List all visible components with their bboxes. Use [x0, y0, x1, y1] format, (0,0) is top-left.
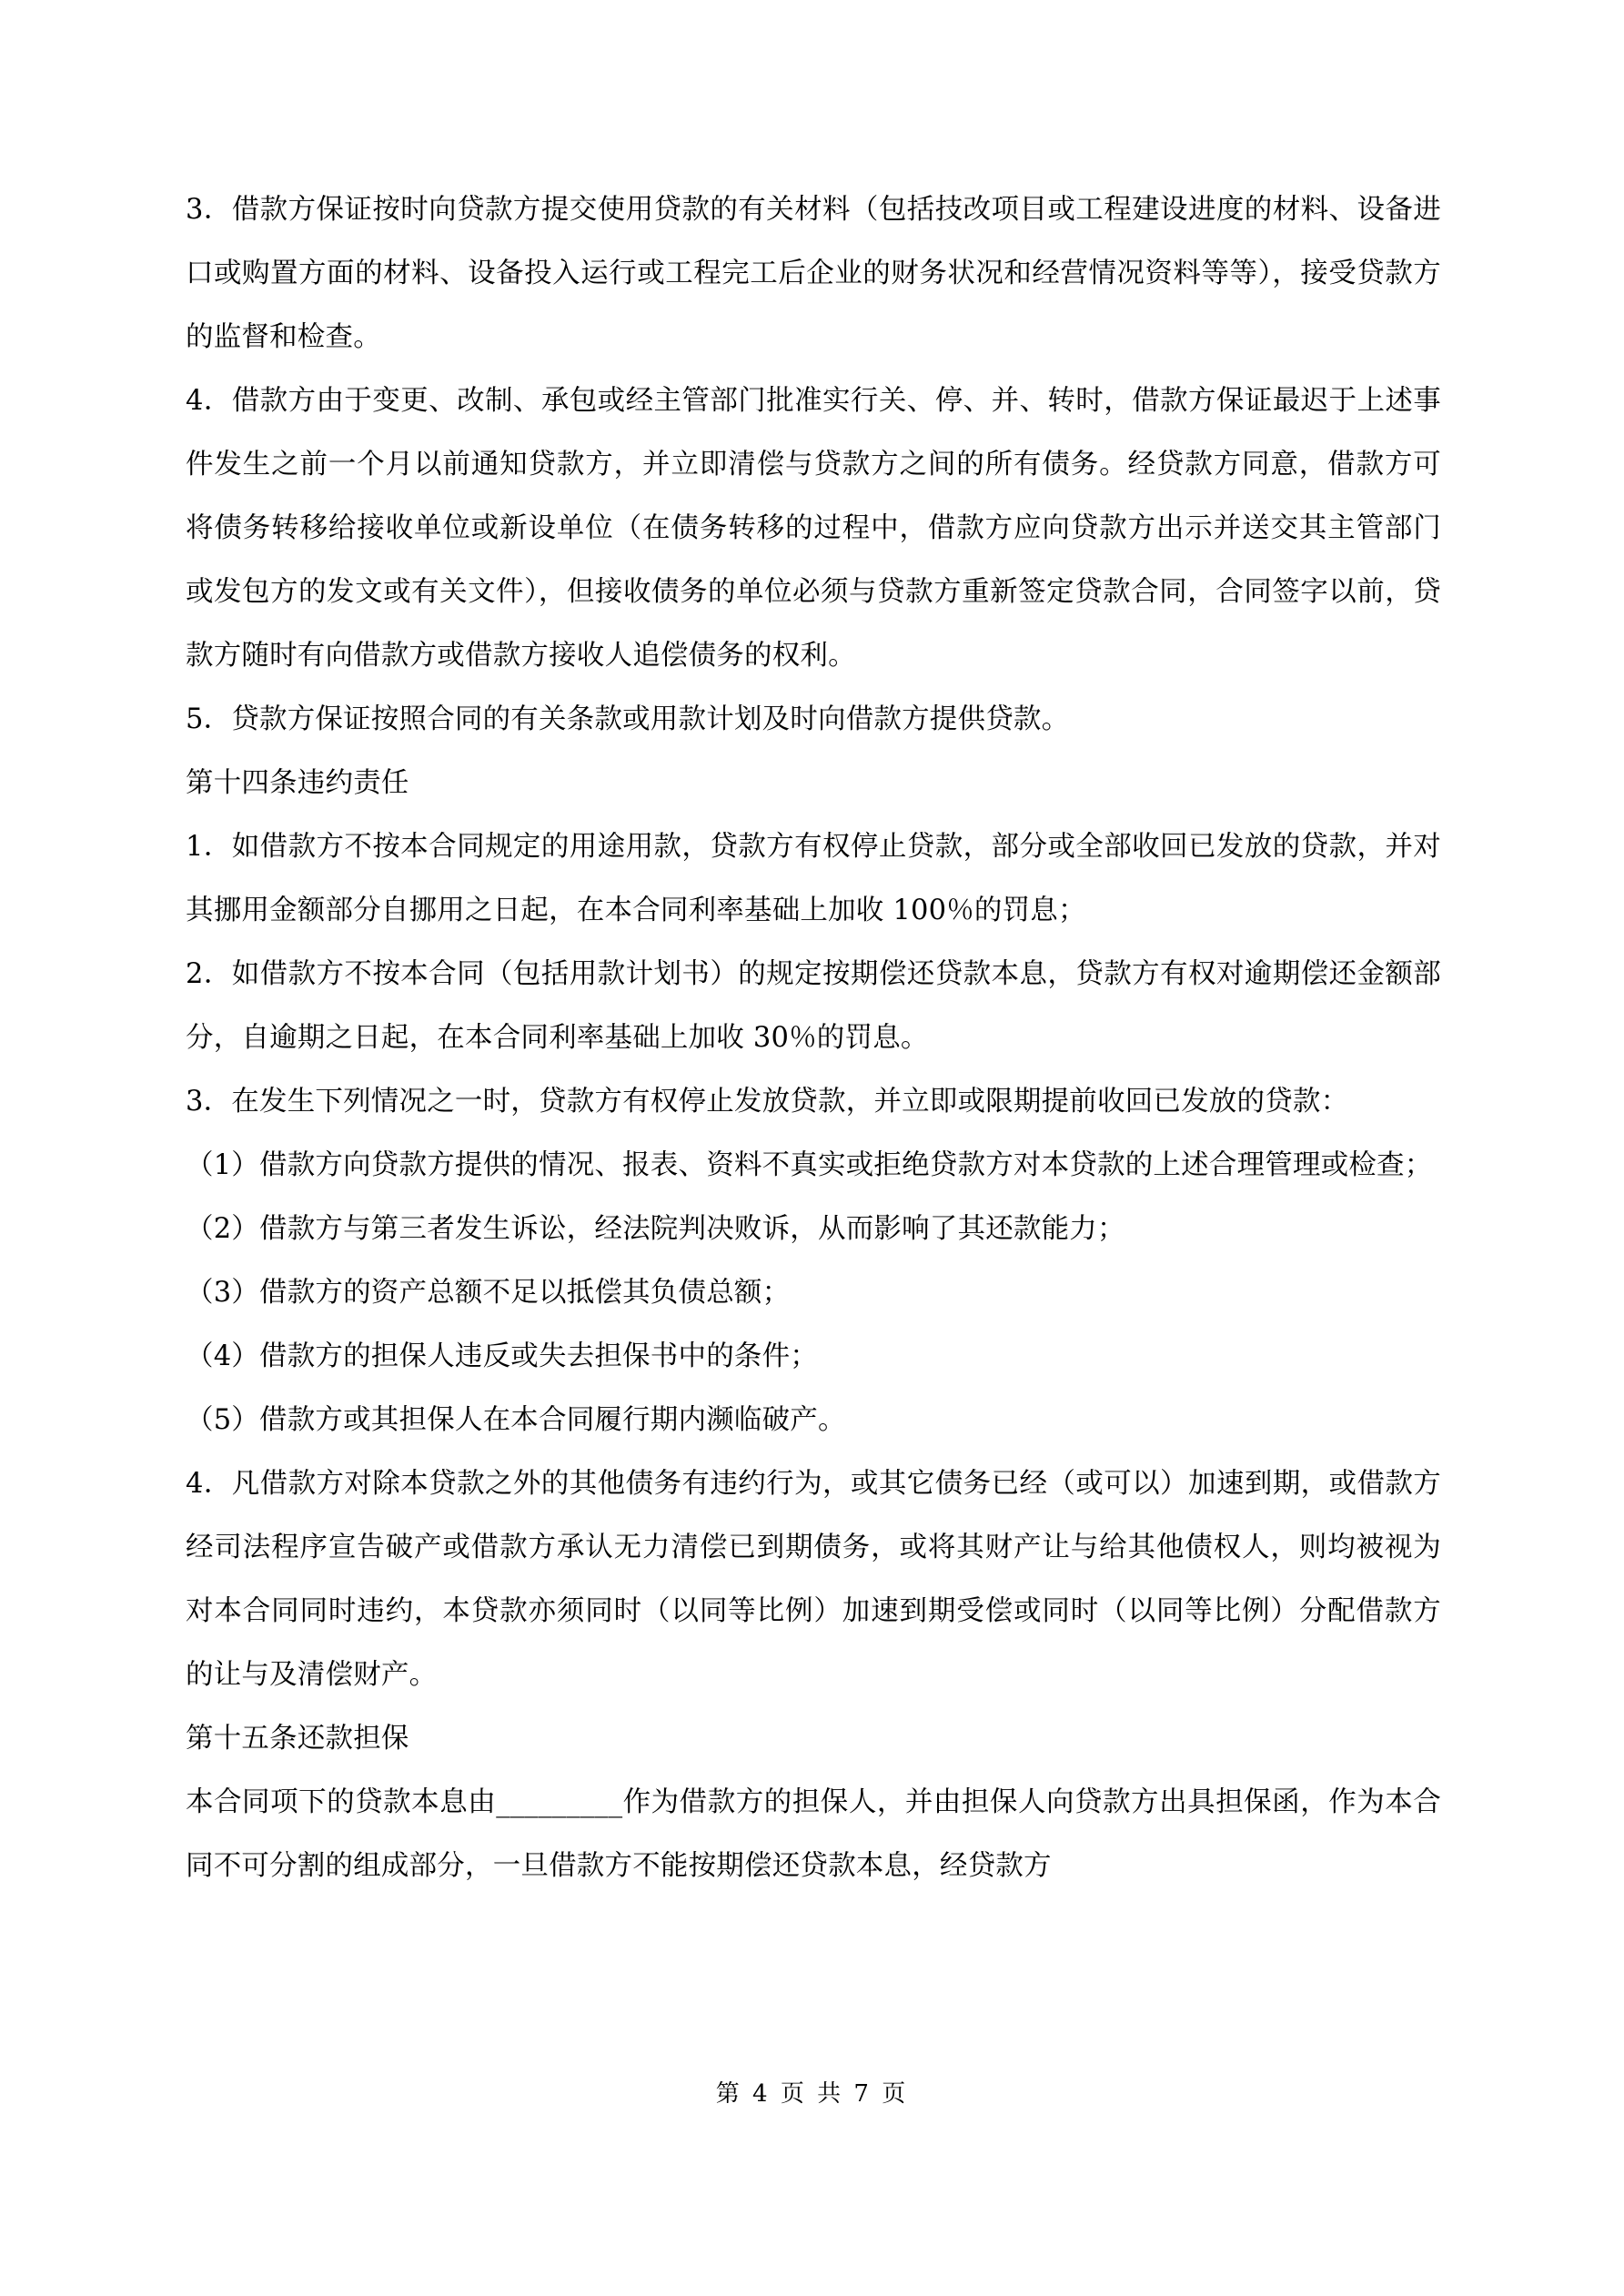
paragraph: （4）借款方的担保人违反或失去担保书中的条件；: [186, 1340, 819, 1372]
paragraph: 5．贷款方保证按照合同的有关条款或用款计划及时向借款方提供贷款。: [186, 703, 1070, 735]
paragraph: （1）借款方向贷款方提供的情况、报表、资料不真实或拒绝贷款方对本贷款的上述合理管理或检查；: [186, 1149, 1433, 1181]
paragraph: （3）借款方的资产总额不足以抵偿其负债总额；: [186, 1277, 791, 1309]
section-heading: 第十四条违约责任: [186, 767, 409, 799]
paragraph: 3．在发生下列情况之一时，贷款方有权停止发放贷款，并立即或限期提前收回已发放的贷款：: [186, 1086, 1349, 1118]
paragraph: 4．借款方由于变更、改制、承包或经主管部门批准实行关、停、并、转时，借款方保证最迟于上述事件发生之前一个月以前通知贷款方，并立即清偿与贷款方之间的所有债务。经贷款方同意，借款方可将债务转移给接收单位或新设单位（在债务转移的过程中，借款方应向贷款方出示并送交其主管部门或发包方的发文或有关文件），但接收债务的单位必须与贷款方重新签定贷款合同，合同签字以前，贷款方随时有向借款方或借款方接收人追偿债务的权利。: [186, 385, 1441, 672]
paragraph: 4．凡借款方对除本贷款之外的其他债务有违约行为，或其它债务已经（或可以）加速到期，或借款方经司法程序宣告破产或借款方承认无力清偿已到期债务，或将其财产让与给其他债权人，则均被视为对本合同同时违约，本贷款亦须同时（以同等比例）加速到期受偿或同时（以同等比例）分配借款方的让与及清偿财产。: [186, 1468, 1441, 1691]
page-footer: 第 4 页 共 7 页: [715, 2080, 909, 2108]
paragraph: 2．如借款方不按本合同（包括用款计划书）的规定按期偿还贷款本息，贷款方有权对逾期偿还金额部分，自逾期之日起，在本合同利率基础上加收 30％的罚息。: [186, 958, 1441, 1054]
document-body: [186, 178, 1441, 1898]
paragraph: （2）借款方与第三者发生诉讼，经法院判决败诉，从而影响了其还款能力；: [186, 1213, 1125, 1245]
paragraph: 3．借款方保证按时向贷款方提交使用贷款的有关材料（包括技改项目或工程建设进度的材料、设备进口或购置方面的材料、设备投入运行或工程完工后企业的财务状况和经营情况资料等等），接受贷款方的监督和检查。: [186, 194, 1441, 353]
paragraph: 本合同项下的贷款本息由_________作为借款方的担保人，并由担保人向贷款方出具担保函，作为本合同不可分割的组成部分，一旦借款方不能按期偿还贷款本息，经贷款方: [186, 1786, 1441, 1882]
section-heading: 第十五条还款担保: [186, 1723, 409, 1755]
paragraph: （5）借款方或其担保人在本合同履行期内濒临破产。: [186, 1404, 846, 1436]
paragraph: 1．如借款方不按本合同规定的用途用款，贷款方有权停止贷款，部分或全部收回已发放的贷款，并对其挪用金额部分自挪用之日起，在本合同利率基础上加收 100％的罚息；: [186, 831, 1441, 926]
